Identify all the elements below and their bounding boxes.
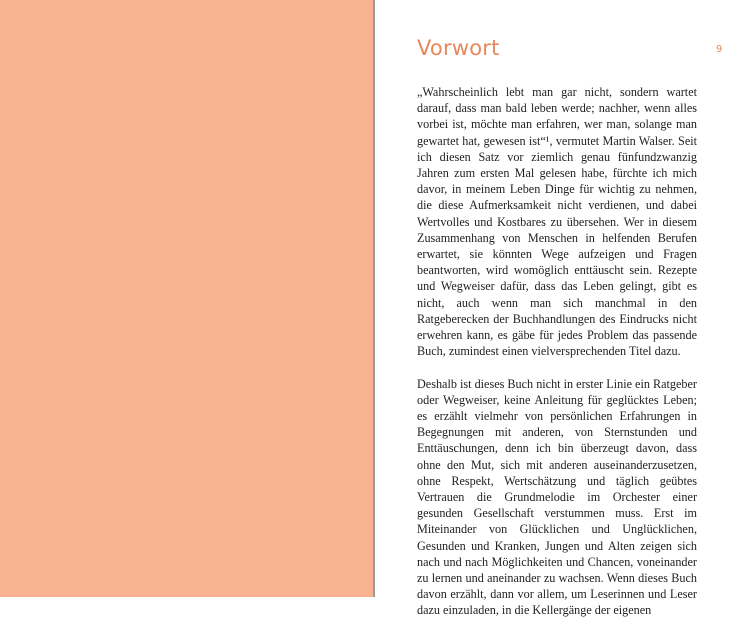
page-number: 9: [716, 44, 723, 55]
paragraph-2: Deshalb ist dieses Buch nicht in erster Linie ein Ratgeber oder Wegweiser, keine Anleitung für geglücktes Leben; es erzählt vielmehr von persönlichen Erfahrungen in Begegnungen mit anderen, von Sternstunden und Enttäuschungen, denn ich bin überzeugt davon, dass ohne den Mut, sich mit anderen auseinanderzusetzen, ohne Respekt, Wertschätzung und täglich geübtes Vertrauen die Grundmelodie im Orchester einer gesunden Gesellschaft verstummen muss. Erst im Miteinander von Glücklichen und Unglücklichen, Gesunden und Kranken, Jungen und Alten zeigen sich nach und nach Möglichkeiten und Chancen, voneinander zu lernen und aneinander zu wachsen. Wenn dieses Buch davon erzählt, dann vor allem, um Leserinnen und Leser dazu einzuladen, in die Kellergänge der eigenen: [417, 376, 697, 618]
body-text: [417, 84, 697, 619]
chapter-title: Vorwort: [417, 36, 500, 60]
right-page: [375, 0, 750, 618]
paragraph-1: „Wahrscheinlich lebt man gar nicht, sondern wartet darauf, dass man bald leben werde; nachher, wenn alles vorbei ist, möchte man erfahren, wer man, solange man gewartet hat, gewesen ist“¹, vermutet Martin Walser. Seit ich diesen Satz vor ziemlich genau fünfundzwanzig Jahren zum ersten Mal gelesen habe, fürchte ich mich davor, in meinem Leben Dinge für wichtig zu nehmen, die diese Aufmerksamkeit nicht verdienen, und dabei Wertvolles und Kostbares zu übersehen. Wer in diesem Zusammenhang von Menschen in helfenden Berufen erwartet, sie könnten Wege aufzeigen und Fragen beantworten, wird womöglich enttäuscht sein. Rezepte und Wegweiser dafür, dass das Leben gelingt, gibt es nicht, auch wenn man sich manchmal in den Ratgeberecken der Buchhandlungen des Eindrucks nicht erwehren kann, es gäbe für jedes Problem das passende Buch, zumindest einen vielversprechenden Titel dazu.: [417, 85, 697, 359]
left-page-color-block: [0, 0, 373, 597]
